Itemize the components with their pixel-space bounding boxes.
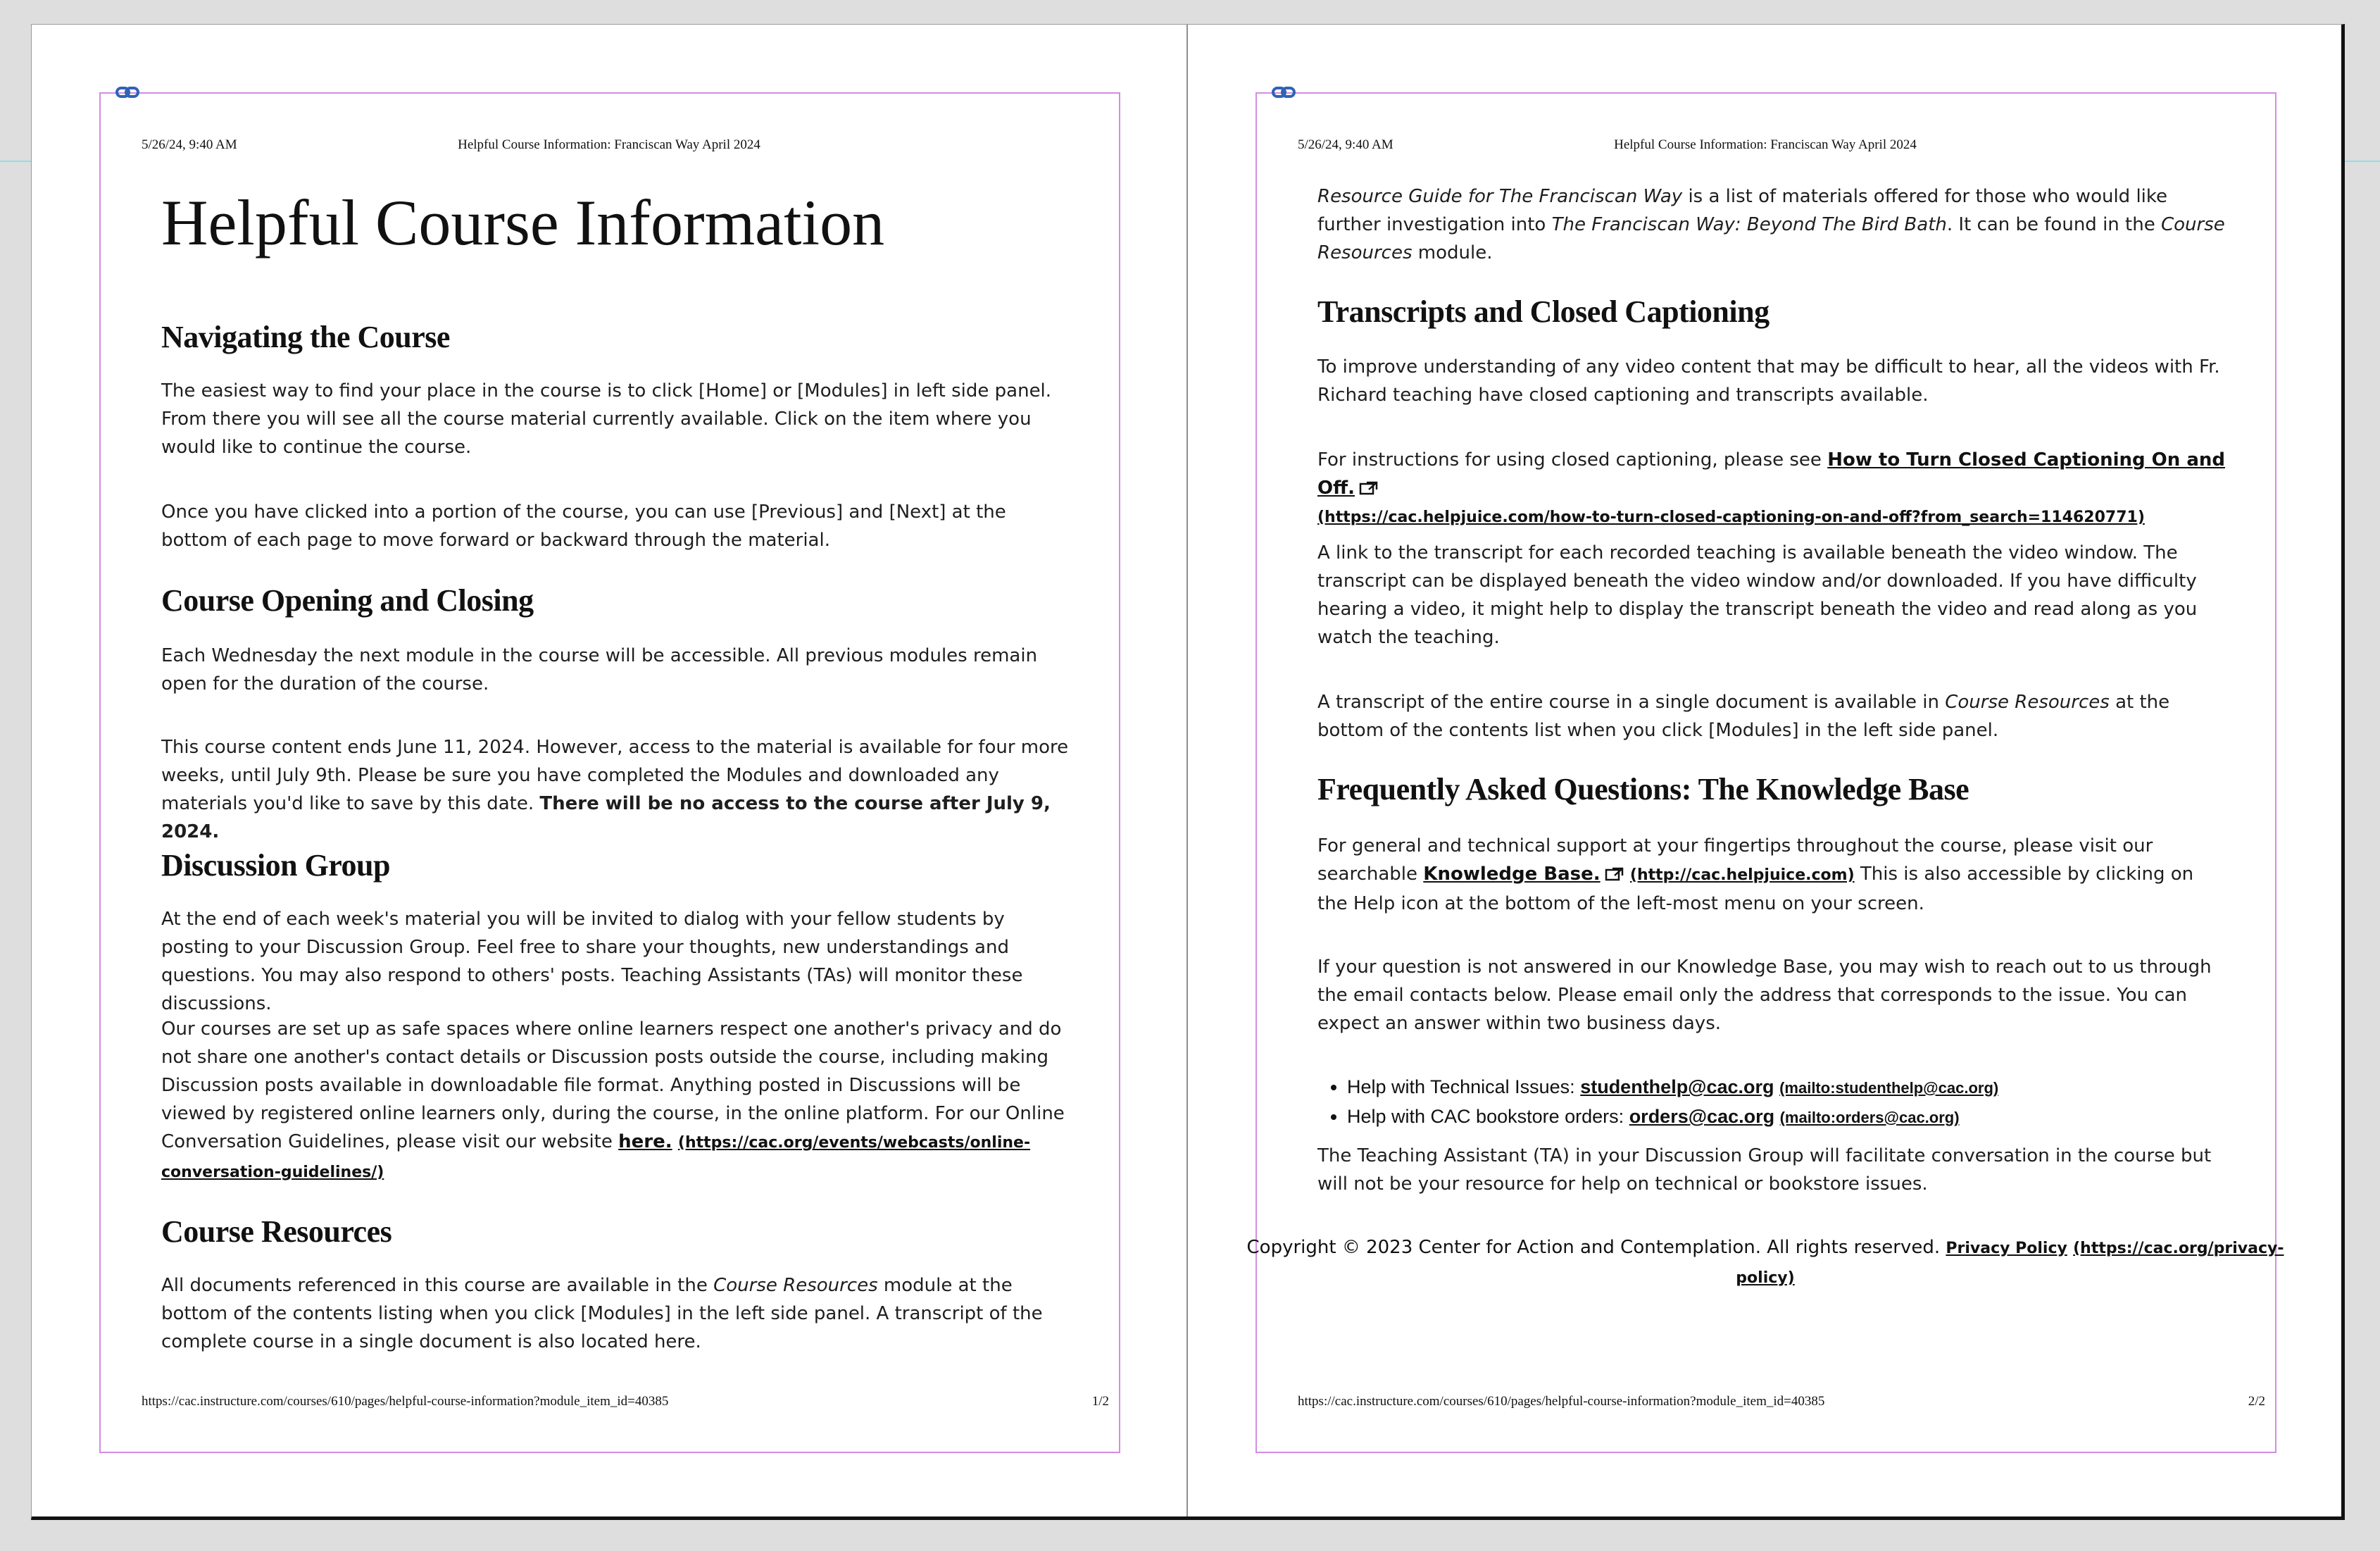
copyright-notice: [1244, 1233, 2286, 1292]
contact-label: Help with CAC bookstore orders:: [1347, 1106, 1624, 1127]
course-title: The Franciscan Way: Beyond The Bird Bath: [1551, 214, 1947, 235]
intro-text-3: module.: [1417, 242, 1493, 263]
print-date: 5/26/24, 9:40 AM: [1298, 137, 1393, 152]
email-link[interactable]: orders@cac.org: [1629, 1106, 1775, 1127]
faq-paragraph-3: The Teaching Assistant (TA) in your Discussion Group will facilitate conversation in the course but will not be your resource for help on technical or bookstore issues.: [1317, 1145, 2212, 1195]
transcript-text-a: A transcript of the entire course in a single document is available in: [1317, 692, 1939, 713]
resources-text-b: module at the bottom of the contents listing when you click [Modules] in the left side panel. A transcript of the complete course in a single document is also located here.: [161, 1275, 1043, 1352]
heading-transcripts: Transcripts and Closed Captioning: [1317, 294, 1770, 329]
print-header-title: Helpful Course Information: Franciscan Way April 2024: [458, 137, 760, 152]
access-deadline-notice: There will be no access to the course after July 9, 2024.: [161, 793, 1051, 842]
print-header-title: Helpful Course Information: Franciscan Way April 2024: [1614, 137, 1917, 152]
resources-text-a: All documents referenced in this course are available in the: [161, 1275, 708, 1296]
guidelines-url[interactable]: (https://cac.org/events/webcasts/online-conversation-guidelines/): [161, 1134, 1031, 1181]
captioning-link[interactable]: How to Turn Closed Captioning On and Off.: [1317, 449, 2226, 499]
faq-paragraph-1: [1317, 832, 2226, 918]
transcript-text-b: at the bottom of the contents list when you click [Modules] in the left side panel.: [1317, 692, 2170, 741]
print-footer-url: https://cac.instructure.com/courses/610/pages/helpful-course-information?module_item_id=40385: [142, 1394, 669, 1409]
heading-faq: Frequently Asked Questions: The Knowledge Base: [1317, 772, 1969, 806]
guidelines-link[interactable]: here.: [618, 1131, 672, 1152]
transcripts-paragraph-4: [1317, 688, 2226, 745]
intro-text-1: is a list of materials offered for those who would like further investigation into: [1317, 186, 2168, 235]
print-date: 5/26/24, 9:40 AM: [142, 137, 237, 152]
faq-text-post: This is also accessible by clicking on the Help icon at the bottom of the left-most menu on your screen.: [1317, 864, 2194, 914]
nav-paragraph-1: The easiest way to find your place in the course is to click [Home] or [Modules] in left side panel. From there you will see all the course material currently available. Click on the item where you would like to continue the course.: [161, 380, 1052, 458]
heading-discussion: Discussion Group: [161, 848, 390, 883]
heading-navigating: Navigating the Course: [161, 320, 450, 354]
copyright-text: Copyright © 2023 Center for Action and Contemplation. All rights reserved.: [1246, 1237, 1941, 1258]
page-2: [1188, 25, 2343, 1521]
document-spread: [31, 24, 2345, 1520]
intro-text-2: . It can be found in the: [1946, 214, 2155, 235]
captioning-url[interactable]: (https://cac.helpjuice.com/how-to-turn-closed-captioning-on-and-off?from_search=114620771): [1317, 509, 2145, 526]
contact-label: Help with Technical Issues:: [1347, 1076, 1575, 1097]
resource-guide-title: Resource Guide for The Franciscan Way: [1317, 186, 1683, 207]
link-icon[interactable]: [115, 84, 140, 101]
list-item: [1347, 1073, 2255, 1102]
captioning-paragraph: [1317, 446, 2226, 532]
resources-paragraph: [161, 1271, 1070, 1356]
opening-paragraph-2: [161, 733, 1070, 846]
discussion-paragraph-1: At the end of each week's material you will be invited to dialog with your fellow students by posting to your Discussion Group. Feel free to share your thoughts, new understandings and questions. You may also respond to others' posts. Teaching Assistants (TAs) will monitor these discussions.: [161, 909, 1023, 1014]
discussion-paragraph-2: [161, 1015, 1070, 1187]
course-resources-emphasis: Course Resources: [1317, 214, 2225, 263]
resource-guide-paragraph: [1317, 182, 2226, 267]
external-link-icon: [1359, 480, 1379, 496]
page-title: Helpful Course Information: [161, 187, 885, 258]
external-link-icon: [1605, 866, 1624, 882]
faq-text: For general and technical support at your fingertips throughout the course, please visit our searchable: [1317, 835, 2153, 885]
discussion-text: Our courses are set up as safe spaces where online learners respect one another's privacy and do not share one another's contact details or Discussion posts outside the course, including making Discussion posts available in downloadable file format. Anything posted in Discussions will be viewed by registered online learners only, during the course, in the online platform. For our Online Conversation Guidelines, please visit our website: [161, 1019, 1065, 1152]
transcript-emphasis: Course Resources: [1945, 692, 2110, 713]
opening-text: This course content ends June 11, 2024. However, access to the material is available for four more weeks, until July 9th. Please be sure you have completed the Modules and downloaded any materials you'd like to save by this date.: [161, 737, 1069, 814]
faq-paragraph-2: If your question is not answered in our Knowledge Base, you may wish to reach out to us through the email contacts below. Please email only the address that corresponds to the issue. You can expect an answer within two business days.: [1317, 957, 2212, 1034]
contact-list: [1317, 1073, 2255, 1132]
knowledge-base-link[interactable]: Knowledge Base.: [1423, 864, 1601, 885]
page-number: 1/2: [1091, 1394, 1109, 1409]
transcripts-paragraph-3: A link to the transcript for each recorded teaching is available beneath the video window. The transcript can be displayed beneath the video window and/or downloaded. If you have difficulty hearing a video, it might help to display the transcript beneath the video and read along as you watch the teaching.: [1317, 542, 2198, 648]
mailto-link[interactable]: (mailto:orders@cac.org): [1779, 1109, 1960, 1126]
email-link[interactable]: studenthelp@cac.org: [1580, 1076, 1774, 1097]
page-number: 2/2: [2248, 1394, 2265, 1409]
transcripts-paragraph-1: To improve understanding of any video content that may be difficult to hear, all the videos with Fr. Richard teaching have closed captioning and transcripts available.: [1317, 356, 2220, 406]
list-item: [1347, 1102, 2255, 1132]
heading-resources: Course Resources: [161, 1214, 392, 1249]
resources-emphasis: Course Resources: [713, 1275, 878, 1296]
print-footer-url: https://cac.instructure.com/courses/610/pages/helpful-course-information?module_item_id=40385: [1298, 1394, 1825, 1409]
knowledge-base-url[interactable]: (http://cac.helpjuice.com): [1629, 866, 1855, 884]
opening-paragraph-1: Each Wednesday the next module in the course will be accessible. All previous modules remain open for the duration of the course.: [161, 645, 1038, 694]
privacy-policy-url[interactable]: (https://cac.org/privacy-policy): [1736, 1240, 2284, 1287]
nav-paragraph-2: Once you have clicked into a portion of the course, you can use [Previous] and [Next] at the bottom of each page to move forward or backward through the material.: [161, 502, 1006, 551]
page-1: [32, 25, 1186, 1521]
captioning-text: For instructions for using closed captioning, please see: [1317, 449, 1822, 471]
mailto-link[interactable]: (mailto:studenthelp@cac.org): [1779, 1079, 1999, 1097]
heading-opening-closing: Course Opening and Closing: [161, 583, 534, 618]
link-icon[interactable]: [1271, 84, 1296, 101]
privacy-policy-link[interactable]: Privacy Policy: [1946, 1240, 2067, 1257]
